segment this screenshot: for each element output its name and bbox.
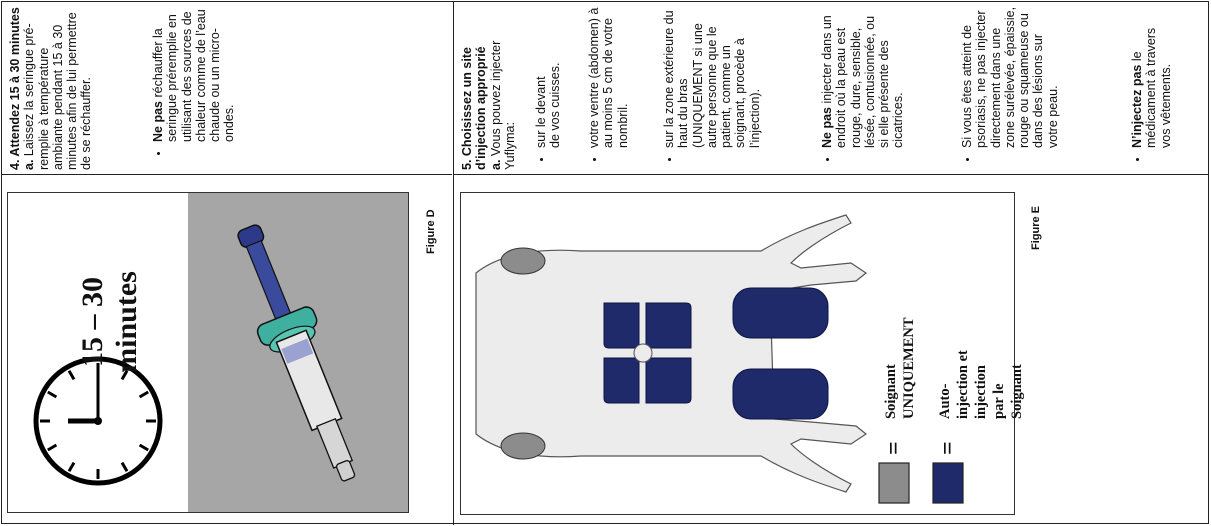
legend-grey-label: Soignant UNIQUEMENT <box>883 317 917 419</box>
step4-para-prefix: a. <box>22 159 37 170</box>
figure-d-label: Figure D <box>425 209 437 254</box>
bullet-skin: • Ne pas injecter dans un endroit où la peau est rouge, dure, sensible, lésée, contusionnée, ou si elle présente des cicatrices. <box>820 6 906 148</box>
step5-heading: 5. Choisissez un site d’injection approprié <box>460 46 489 170</box>
step5-bullet-clothes-wrap <box>1130 6 1175 170</box>
timer-unit: minutes <box>110 271 143 373</box>
step4-para: Laissez la seringue pré-remplie à température ambiante pendant 15 à 30 minutes afin de lui permettre de se réchauffer. <box>22 12 94 170</box>
column-divider <box>453 2 454 525</box>
figure-e-label: Figure E <box>1030 205 1042 250</box>
row-divider-step4 <box>2 174 452 175</box>
row-divider-step5 <box>454 174 1209 175</box>
figure-d <box>7 192 409 513</box>
step4-heading: 4. Attendez 15 à 30 minutes <box>8 7 22 170</box>
step5-bullet-abdomen-wrap <box>587 6 632 170</box>
syringe-icon <box>198 213 398 498</box>
step5-bullets <box>534 6 565 170</box>
timer-label <box>76 237 144 407</box>
bullet-upper-arm: • sur la zone extérieure du haut du bras (UNIQUEMENT si une autre personne que le patient, comme un soignant, procède à l’injection). <box>662 6 762 148</box>
bullet-clothing: • N’injectez pas le médicament à travers vos vêtements. <box>1130 6 1173 148</box>
bullet-abdomen: • votre ventre (abdomen) à au moins 5 cm de votre nombril. <box>587 6 630 148</box>
figure-e <box>460 192 1025 515</box>
step5-bullet-skin-wrap <box>820 6 908 170</box>
timer-range: 15 – 30 <box>76 277 109 367</box>
step5-para: Vous pouvez injecter Yuflyma: <box>488 40 517 170</box>
step4-bullet: • Ne pas réchauffer la seringue préremplie en utilisant des sources de chaleur comme de l’eau chaude ou un micro-ondes. <box>151 6 237 142</box>
step5-text <box>460 6 517 170</box>
bullet-psoriasis: • Si vous êtes atteint de psoriasis, ne pas injecter directement dans une zone surélevée, épaissie, rouge ou squameuse ou dans des lésions sur votre peau. <box>960 6 1060 148</box>
step5-bullet-psoriasis-wrap <box>960 6 1062 170</box>
step5-para-prefix: a. <box>488 159 503 170</box>
instruction-table <box>1 1 1209 524</box>
step5-bullet-arm-wrap <box>662 6 764 170</box>
bullet-thighs: • sur le devant de vos cuisses. <box>534 62 563 148</box>
legend-navy-label: Auto-injection et injection par le Soignant <box>937 350 1025 419</box>
body-diagram <box>461 193 1014 514</box>
step4-bullets <box>151 6 239 170</box>
legend-equals-grey: = <box>881 441 907 455</box>
legend-equals-navy: = <box>935 441 961 455</box>
step4-text <box>8 6 94 170</box>
